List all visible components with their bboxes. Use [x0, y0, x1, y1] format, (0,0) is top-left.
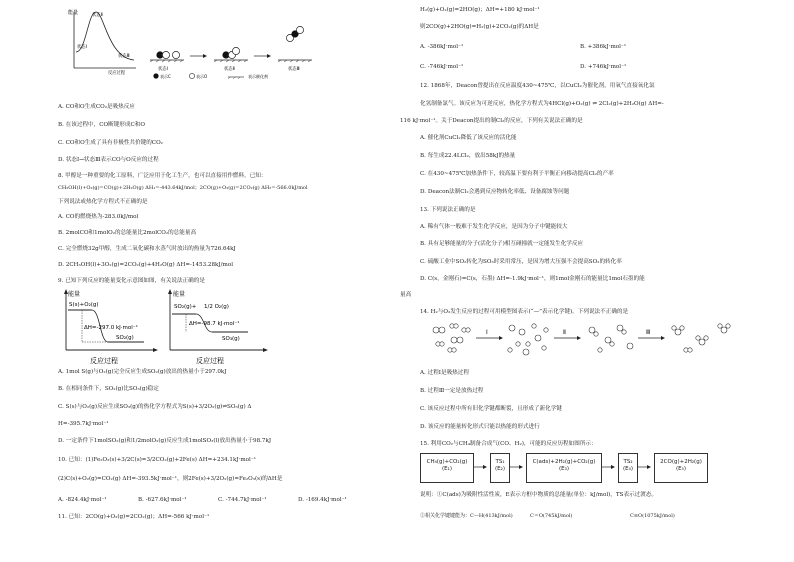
fig1-state2: 状态Ⅱ [92, 13, 103, 18]
flow-box-reactants: CH₄(g)+CO₂(g) (E₁) [420, 453, 474, 483]
q8-option-d: D. 2CH₃OH(l)+3O₂(g)=2CO₂(g)+4H₂O(g) ΔH=-1453.28kJ/mol [58, 262, 234, 268]
fig14-step2: Ⅱ [563, 329, 566, 336]
q8-stem: 8. 甲醇是一种重要的化工原料，广泛应用于化工生产，也可以直接用作燃料。已知： [58, 173, 267, 179]
q11-option-b: B. +386kJ·mol⁻¹ [580, 44, 627, 50]
q10-option-c: C. -744.7kJ·mol⁻¹ [218, 497, 267, 503]
flow-arrow-3 [602, 463, 616, 471]
fig1-state1: 状态Ⅰ [77, 45, 87, 50]
fig9-right-top-2: 1/2 O₂(g) [204, 304, 229, 310]
legend-c: 表示C [160, 74, 171, 79]
fig9-left-x-label: 反应过程 [90, 357, 118, 365]
flow-arrow-4 [638, 463, 652, 471]
q13-option-a: A. 稀有气体一般难于发生化学反应，是因为分子中键能较大 [420, 224, 568, 230]
fig1-state3: 状态Ⅲ [118, 54, 130, 59]
q12-option-c: C. 在430~475℃加热条件下，较高温下要有利于平衡正向移动提高Cl₂的产率 [420, 171, 614, 177]
q14-option-d: D. 该反应的能量转化形式只能以热能的形式进行 [420, 424, 540, 430]
h2-o2-reaction-model [424, 318, 744, 358]
legend-o: 表示O [196, 74, 208, 79]
q11-stem: 11. 已知：2CO(g)+O₂(g)=2CO₂(g)；ΔH=-566 kJ·mol⁻¹ [58, 514, 210, 520]
q8-option-a: A. CO的燃烧热为-283.0kJ/mol [58, 214, 139, 220]
q13-option-c: C. 硫酸工业中SO₂转化为SO₃时采用常压，是因为增大压强不会提高SO₂的转化率 [420, 259, 622, 265]
q8-option-b: B. 2molCO和1molO₂的总能量比2molCO₂的总能量高 [58, 230, 197, 236]
fig9-left-y-label: 能量 [68, 291, 81, 298]
flow-box-products: 2CO(g)+2H₂(g) (E₅) [654, 453, 708, 483]
q7-option-c: C. CO和O生成了具有非极性共价键的CO₂ [58, 140, 163, 146]
q9-option-c-cont: H=-395.7kJ·mol⁻¹ [58, 421, 109, 427]
fig9-right-dh: ΔH=-98.7 kJ·mol⁻¹ [189, 321, 240, 327]
q12-option-b: B. 每生成22.4LCl₂，放出58kJ的热量 [420, 153, 516, 159]
fig1-state3-label: 状态Ⅲ [288, 67, 300, 72]
q7-option-d: D. 状态Ⅰ→状态Ⅲ表示CO与O反应的过程 [58, 157, 159, 163]
q10-option-b: B. -627.6kJ·mol⁻¹ [138, 497, 187, 503]
q8-equations: CH₃OH(l)+O₂(g)=CO(g)+2H₂O(g) ΔH₁=-443.64kJ/mol；2CO(g)+O₂(g)=2CO₂(g) ΔH₂=-566.0kJ/mol [58, 185, 308, 191]
q12-option-d: D. Deacon法制Cl₂会遇到反应物转化率低、设备腐蚀等问题 [420, 189, 570, 195]
q14-option-a: A. 过程Ⅰ是吸热过程 [420, 370, 469, 376]
q14-option-b: B. 过程Ⅲ一定是放热过程 [420, 388, 484, 394]
fig9-right-bottom: SO₃(g) [222, 336, 240, 342]
q10-option-a: A. -824.4kJ·mol⁻¹ [58, 497, 107, 503]
fig9-left-top: S(s)+O₂(g) [69, 302, 99, 308]
flow-box-intermediate: C(ads)+2H₂(g)+CO₂(g) (E₃) [526, 453, 602, 483]
fig9-left-bottom: SO₂(g) [116, 335, 134, 341]
q11-eq2: H₂(g)+O₂(g)=2HO(g)；ΔH=+180 kJ·mol⁻¹ [420, 7, 540, 13]
q11-option-c: C. -746kJ·mol⁻¹ [420, 64, 464, 70]
energy-diagram-sulfur [62, 288, 272, 366]
fig14-step1: Ⅰ [486, 329, 488, 336]
fig1-state2-label: 状态Ⅱ [224, 67, 235, 72]
flow-box-ts1: TS₁ (E₂) [490, 453, 510, 483]
q15-bond-co-double: C＝O(745kJ/mol) [530, 513, 573, 519]
q14-option-c: C. 该反应过程中所有旧化学键都断裂，且形成了新化学键 [420, 406, 562, 412]
q14-stem: 14. H₂与O₂发生反应的过程可用模型图表示(“—”表示化学键)。下列说法不正确的是 [420, 309, 629, 315]
q15-bond-co-triple: C≡O(1075kJ/mol) [630, 513, 675, 519]
fig1-y-label: 能量 [68, 10, 79, 16]
flow-arrow-2 [510, 463, 524, 471]
q12-option-a: A. 催化剂CuCl₂降低了该反应的活化能 [420, 135, 517, 141]
fig1-state1-label: 状态Ⅰ [158, 67, 168, 72]
q9-option-d: D. 一定条件下1molSO₂(g)和1/2molO₂(g)反应生成1molSO₃(l)放出热量小于98.7kJ [58, 438, 272, 444]
q13-option-d-cont: 量高 [400, 292, 412, 298]
flow-box-ts2: TS₂ (E₄) [618, 453, 638, 483]
q8-question: 下列说法或热化学方程式不正确的是 [58, 199, 148, 205]
q11-option-d: D. +746kJ·mol⁻¹ [580, 64, 627, 70]
q15-stem: 15. 利用CO₂与CH₄制备合成气(CO、H₂)，可能的反应历程如图所示： [420, 441, 597, 447]
q11-question: 则2CO(g)+2HO(g)=H₂(g)+2CO₂(g)的ΔH是 [420, 24, 539, 30]
fig14-step3: Ⅲ [646, 329, 651, 336]
q15-note: 说明：①C(ads)为吸附性活性炭，E表示方框中物质的总能量(单位：kJ/mol)，TS表示过渡态。 [420, 492, 658, 498]
q13-option-b: B. 具有足够能量的分子(活化分子)相互碰撞就一定能发生化学反应 [420, 241, 584, 247]
q12-stem-3: 116 kJ·mol⁻¹。关于Deacon提出的制Cl₂的反应，下列有关说法正确的是 [400, 118, 583, 124]
q10-eq1: 10. 已知：(1)Fe₂O₃(s)+3/2C(s)=3/2CO₂(g)+2Fe(s) ΔH=+234.1kJ·mol⁻¹ [58, 457, 257, 463]
fig9-right-top-1: SO₂(g)+ [174, 304, 197, 310]
legend-catalyst: 表示催化剂 [248, 74, 268, 79]
energy-diagram-co-oxidation [68, 8, 338, 80]
q12-stem-2: 化氢制备氯气。该反应为可逆反应，热化学方程式为4HCl(g)+O₂(g) ⇌ 2Cl₂(g)+2H₂O(g) ΔH=- [420, 101, 664, 107]
fig9-right-y-label: 能量 [173, 291, 186, 298]
q7-option-a: A. CO和O生成CO₂是吸热反应 [58, 104, 135, 110]
q10-option-d: D. -169.4kJ·mol⁻¹ [298, 497, 347, 503]
q13-option-d: D. C(s，金刚石)=C(s，石墨) ΔH=-1.9kJ·mol⁻¹，则1mol金刚石的能量比1mol石墨的能 [420, 276, 645, 282]
fig1-x-label: 反应过程 [108, 71, 126, 76]
fig9-right-x-label: 反应过程 [196, 357, 224, 365]
q12-stem-1: 12. 1868年，Deacon曾提出在反应温度430~475℃，以CuCl₂为催化剂，用氧气直接氧化氯 [420, 83, 655, 89]
flow-arrow-1 [474, 463, 488, 471]
q9-stem: 9. 已知下列反应的能量变化示意图如图，有关说法正确的是 [58, 278, 205, 284]
q7-option-b: B. 在该过程中，CO断键形成C和O [58, 122, 145, 128]
q13-stem: 13. 下列说法正确的是 [420, 207, 476, 213]
q15-bond-ch: ②相关化学键键能为：C—H(413kJ/mol) [420, 513, 513, 519]
q9-option-c: C. S(s)与O₂(g)反应生成SO₃(g)的热化学方程式为S(s)+3/2O₂(g)⇌SO₃(g) Δ [58, 404, 252, 410]
q8-option-c: C. 完全燃烧32g甲醇，生成二氧化碳和水蒸气时放出的热量为726.64kJ [58, 246, 236, 252]
q9-option-b: B. 在相同条件下，SO₂(g)比SO₃(g)稳定 [58, 386, 159, 392]
q11-option-a: A. -386kJ·mol⁻¹ [420, 44, 464, 50]
q9-option-a: A. 1mol S(g)与O₂(g)完全反应生成SO₂(g)放出的热量小于297.0kJ [58, 369, 227, 375]
fig9-left-dh: ΔH=-297.0 kJ·mol⁻¹ [84, 325, 138, 331]
q10-eq2: (2)C(s)+O₂(g)=CO₂(g) ΔH=-393.5kJ·mol⁻¹，则2Fe(s)+3/2O₂(g)=Fe₂O₃(s)的ΔH是 [58, 476, 283, 482]
